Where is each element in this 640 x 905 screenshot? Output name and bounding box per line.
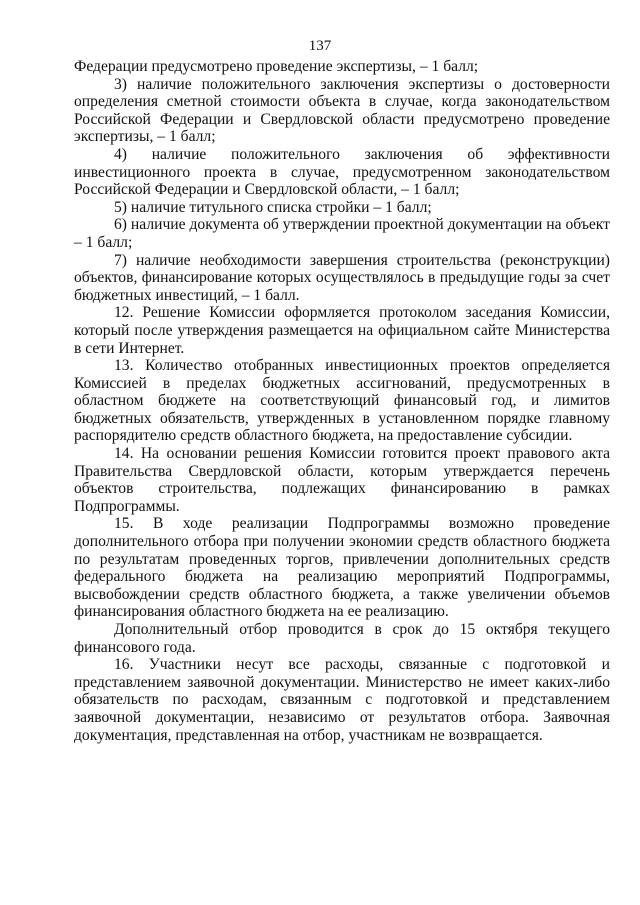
- paragraph: 16. Участники несут все расходы, связанные с подготовкой и представлением заявочной документации. Министерство не имеет каких-либо обязательств по расходам, связанным с подготовкой и представлением заявочной документации, независимо от результатов отбора. Заявочная документация, представленная на отбор, участникам не возвращается.: [74, 656, 610, 744]
- paragraph: 13. Количество отобранных инвестиционных проектов определяется Комиссией в пределах бюджетных ассигнований, предусмотренных в областном бюджете на соответствующий финансовый год, и лимитов бюджетных обязательств, утвержденных в установленном порядке главному распорядителю средств областного бюджета, на предоставление субсидии.: [74, 357, 610, 445]
- document-body: [74, 58, 610, 744]
- paragraph: 4) наличие положительного заключения об эффективности инвестиционного проекта в случае, предусмотренном законодательством Российской Федерации и Свердловской области, – 1 балл;: [74, 145, 610, 199]
- paragraph: 3) наличие положительного заключения экспертизы о достоверности определения сметной стоимости объекта в случае, когда законодательством Российской Федерации и Свердловской области предусмотрено проведение экспертизы, – 1 балл;: [74, 75, 610, 146]
- paragraph: 7) наличие необходимости завершения строительства (реконструкции) объектов, финансирование которых осуществлялось в предыдущие годы за счет бюджетных инвестиций, – 1 балл.: [74, 251, 610, 304]
- paragraph: 6) наличие документа об утверждении проектной документации на объект – 1 балл;: [74, 216, 610, 251]
- paragraph: 14. На основании решения Комиссии готовится проект правового акта Правительства Свердловской области, которым утверждается перечень объектов строительства, подлежащих финансированию в рамках Подпрограммы.: [74, 445, 610, 515]
- paragraph: 12. Решение Комиссии оформляется протоколом заседания Комиссии, который после утверждения размещается на официальном сайте Министерства в сети Интернет.: [74, 304, 610, 357]
- paragraph: Федерации предусмотрено проведение экспертизы, – 1 балл;: [74, 58, 479, 75]
- page-number: 137: [308, 38, 332, 54]
- paragraph: 5) наличие титульного списка стройки – 1 балл;: [114, 198, 432, 216]
- paragraph: 15. В ходе реализации Подпрограммы возможно проведение дополнительного отбора при получении экономии средств областного бюджета по результатам проведенных торгов, привлечении дополнительных средств федерального бюджета на реализацию мероприятий Подпрограммы, высвобождении средств областного бюджета, а также увеличении объемов финансирования областного бюджета на ее реализацию.: [74, 515, 610, 621]
- paragraph: Дополнительный отбор проводится в срок до 15 октября текущего финансового года.: [74, 621, 610, 656]
